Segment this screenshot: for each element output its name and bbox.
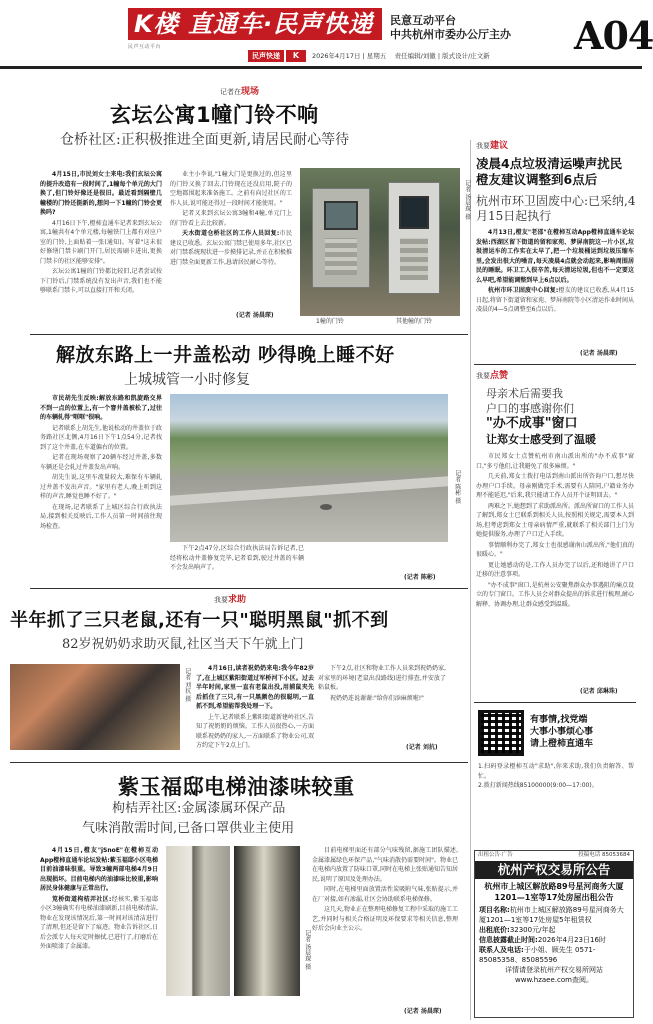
qr-notes: 1.扫码登录橙柿互动"求助",你来求助,我们负责解答、帮忙。 2.拨打新闻热线85100000(9:00—17:00)。 [478,763,634,789]
story2-photo-credit: 记者 陈彬 摄 [453,470,461,504]
story2-subtitle: 上城城管一小时修复 [124,372,250,388]
story1-title: 玄坛公寓1幢门铃不响 [110,103,319,127]
story2-col2: 下午2点47分,区综合行政执法局告诉记者,已经将松动井盖修复完毕,记者看到,驶过井盖的车辆不会发出响声了。 [170,545,304,571]
right1-divider [474,364,636,365]
story2-photo [170,394,448,542]
story1-photo [300,168,460,316]
slogan-line-2: 中共杭州市委办公厅主办 [390,28,511,42]
right2-title-2: 户口的事感谢你们 [486,402,574,415]
right2-title-3: "办不成事"窗口 [486,416,578,431]
story3-tag: 我要求助 [214,595,247,605]
masthead-subtext: 民声互动平台 [128,44,162,50]
property-notice [474,850,634,1018]
right2-tag: 我要点赞 [476,371,509,381]
story3-col2: 下午2点,社区和物业工作人员来到祝奶奶家,对家里的环境(老鼠出没路线)进行排查,并安放了粘鼠板。 祝奶奶连说谢谢:"给你们添麻烦啦!" [318,665,446,702]
right1-title: 凌晨4点垃圾清运噪声扰民 橙友建议调整到6点后 [476,156,623,187]
right1-subtitle: 杭州市环卫固废中心:已采纳,4月15日起执行 [476,194,636,223]
doorbell-panel-old [312,188,370,288]
story4-col1: 4月15日,橙友"jSnoE"在橙柿互动App橙柿直通车论坛发帖:紫玉福邸小区电梯目前油漆味很重。导致3幢两部电梯4月9日出现损坏。目前电梯内的油漆味比较重,影响居民身体健康与正常出行。 笕桥街道枸桔弄社区:经核实,紫玉福邸小区3幢确实有电梯油漆刷新,目前电梯清洁,物业在发现该情况后,第一时间对该清洁进行了清理,但还是留下了痕迹。物业告诉社区,日后会派专人每天定时擦拭,已进行了,打磨后在外面喷漆了金属漆。 [40,847,158,950]
masthead-slogan [390,14,511,43]
notice-item-deadline: 信息披露截止时间:2026年4月23日16时 [479,935,606,944]
story1-caption-right: 其他幢的门铃 [396,318,433,325]
story3-divider [10,762,468,763]
right2-credit: (记者 邱琳珠) [580,688,618,695]
right2-divider [474,702,636,703]
story4-subtitle-2: 气味消散需时间,已备口罩供业主使用 [82,821,295,836]
story4-photo-wall [166,846,230,996]
manhole-cover-icon [320,504,332,510]
notice-title: 杭州产权交易所公告 [475,861,633,879]
story3-photo-credit: 记者 刘抗 摄 [183,668,191,702]
story1-photo-credit: 记者 汤晨琛 摄 [463,180,471,220]
story1-col1: 4月15日,市民刘女士来电:我们玄坛公寓的提升改造有一段时间了,1幢每个单元的大门换了,但门铃好像还是很旧。最近看到隔壁几幢楼的门铃还挺新的,想问一下1幢的门铃会更换吗? 4月16日下午,橙柿直通车记者来到玄坛公寓,1幢共有4个单元楼,每幢铁门上都有对应户室的门铃,上面贴着一张(通知)。写着"这未很好修缮门禁卡刷门开门,居民需刷卡进出,更换门禁卡的社区能够安排"。 玄坛公寓1幢的门铃都比较旧,记者尝试按下门铃后,门禁系统没有发出声音,我们也不能够联系门禁卡,可以直接打开和关闭。 [40,171,162,294]
right1-body: 4月13日,橙友"老邵"在橙柿互动App橙柿直通车论坛发帖:西湖区留下街道的留和家苑、梦屏南院这一片小区,垃圾清运车的工作实在太早了,把一个垃圾桶运到垃圾压缩车里,会发出很大的噪音,每天凌晨4点就会动起来,影响周围居民的睡眠。环卫工人很辛苦,每天清运垃圾,但也不一定要这么早吧,希望能调整到早上6点以后。 杭州市环卫固废中心回复:橙友的建议已收悉,从4月15日起,将留下街道留和家苑、梦屏南院等小区清运作业时间从凌晨的4—5点调整至6点以后。 [476,229,634,313]
story1-caption-left: 1幢的门铃 [316,318,344,325]
story2-title: 解放东路上一井盖松动 吵得晚上睡不好 [56,344,395,366]
right2-title-4: 让郑女士感受到了温暖 [486,433,596,446]
qr-slogan: 有事情,找党端 大事小事烦心事 请上橙柿直通车 [530,715,594,749]
doorbell-panel-new [388,182,440,294]
column-divider [470,140,471,1020]
masthead-meta [312,52,490,61]
story3-subtitle: 82岁祝奶奶求助灭鼠,社区当天下午就上门 [62,637,304,652]
story3-title: 半年抓了三只老鼠,还有一只"聪明黑鼠"抓不到 [10,610,389,631]
masthead-tag: 民声快递 [248,50,284,62]
qr-code-icon[interactable] [478,710,524,756]
story1-tag: 记者在现场 [220,87,260,97]
road-curb [170,476,448,505]
story4-subtitle-1: 枸桔弄社区:金属漆属环保产品 [112,801,286,816]
notice-headline: 杭州市上城区解放路89号星河商务大厦1201—1室等17处房屋出租公告 [484,881,624,902]
story4-photo-elevator [234,846,300,996]
notice-item-project: 项目名称:杭州市上城区解放路89号星河商务大厦1201—1室等17处房屋5年租赁权 [479,905,624,924]
story1-col2: 业主小李说,"1幢大门是更换过的,但这里的门铃又换了回去,门铃现在还没启用,院子的空地都围起来准备施工。之前有向过社区的工作人员,说可能还得过一段时间才能使用。" 记者又来到玄坛公寓3幢和4幢,单元门上的门铃看上去比较新。 天水街道仓桥社区的工作人员回复:市民建议已收悉。玄坛公寓门禁已使用多年,社区已对门禁系统现状进一步摸排记录,并正在积极推进门禁全面更新工作,恳请居民耐心等待。 [170,171,292,266]
story4-photo-credit: 记者 汤晨琛 摄 [303,930,311,970]
right1-tag: 我要建议 [476,141,509,151]
story2-divider [30,588,468,589]
notice-labels: 出租公告·广告 投稿电话 85053684 [478,852,630,858]
slogan-line-1: 民意互动平台 [390,14,456,27]
story3-credit: (记者 刘抗) [406,744,438,751]
editor-credit: 责任编辑/刘徽 | 版式设计/庄文新 [394,52,490,60]
k-logo-icon: K [286,50,306,62]
story1-credit: (记者 汤晨琛) [236,312,274,319]
right2-title-1: 母亲术后需要我 [486,387,563,400]
page-number: A04 [574,13,653,58]
story3-col1: 4月16日,读者祝奶奶来电:我今年82岁了,在上城区紫阳街道过军桥河下小区。过去半年时间,家里一直有老鼠出没,用捕鼠夹先后抓住了三只,有一只黑颜色的很聪明,一直抓不到,希望能帮我处理一下。 上午,记者联系上紫阳街道新建岭社区,告知了祝奶奶的烦恼。工作人员很热心,一方面联系祝奶奶的家人,一方面联系了物业公司,双方约定下午2点上门。 [196,665,314,749]
story4-title: 紫玉福邸电梯油漆味较重 [118,775,355,799]
notice-item-price: 出租底价:32300元/年起 [479,925,556,934]
notice-body [475,905,633,985]
story1-divider [30,334,468,335]
right1-credit: (记者 汤晨琛) [580,350,618,357]
story4-credit: (记者 汤晨琛) [404,1008,442,1015]
story4-col2: 目前电梯里面还有部分气味残留,据施工团队描述,金属漆属绿色环保产品,"气味消散仍需要时间"。物业已在电梯内放置了防味口罩,同时在电梯上张贴通知告知居民,说明了原因及处理办法。 同时,在电梯里面放置活性炭吸附气味,张贴提示,并在厂对接,如有渗漏,社区会协助联系电梯保修。 这几天,物业正在整理电梯修复工程中采取的施工工艺,并同时与相关合格证明及环保要求等相关信息,整理好后会向业主公示。 [312,847,458,932]
notice-footer[interactable]: 详情请登录杭州产权交易所网站www.hzaee.com查阅。 [505,965,603,984]
masthead-rule [0,66,642,69]
story1-subtitle: 仓桥社区:正积极推进全面更新,请居民耐心等待 [60,132,350,148]
story3-photo [10,664,180,750]
right2-headline [486,386,634,448]
right2-body: 市民郑女士点赞杭州市南山派出所的"办不成事"窗口,"多亏他们,让我避免了很多麻烦。" 几天前,郑女士拨打电话到南山派出所咨询户口,想尽快办理户口手续。母亲刚做完手术,需要有人陪同,户籍业务办理不能延迟,"后来,我只能请工作人员开个证明回去。" 两难之下,她想到了求助派出所。派出所窗口的工作人员了解到,郑女士已联系到相关人员,按照相关规定,需要本人到场,但考虑到郑女士母亲病情严重,就联系了相关部门上门为她提供服务,办理了户口迁入手续。 事情顺利办完了,郑女士也很感谢南山派出所,"他们真的很暖心。" 更让她感动的是,工作人员办完了以后,还和她讲了户口迁移的注意事项。 "办不成事"窗口,是杭州公安聚焦群众办事遇阻的痛点设立的专门窗口。工作人员会对群众提出的诉求进行梳理,耐心解释、协调办理,让群众感受到温暖。 [476,453,634,608]
masthead-logo: K楼 直通车·民声快递 [128,8,382,40]
notice-item-contact: 联系人及电话:于小姐、顾先生 0571-85085358、85085596 [479,945,596,964]
story2-col1: 市民胡先生反映:解放东路和凯旋路交界不到一点的位置上,有一个窨井盖被松了,过往的车辆轧得"哐哐"很响。 记者联系上胡先生,他说松动的井盖位于政务路社区北侧,4月16日下午1点54分,记者找到了这个井盖,在车道偏右的位置。 记者在现场观察了20辆车经过井盖,多数车辆还是会轧过井盖发出声响。 胡先生说,这里车流量较大,难保有车辆轧过井盖不发出声音。"家里有老人,晚上听到这样的声音,睡觉也睡不好了。" 在现场,记者联系了上城区综合行政执法局,接到相关反映后,工作人员第一时间前往现场检查。 [40,395,162,530]
issue-date: 2026年4月17日 | 星期五 [312,52,387,60]
story2-credit: (记者 陈彬) [404,574,436,581]
